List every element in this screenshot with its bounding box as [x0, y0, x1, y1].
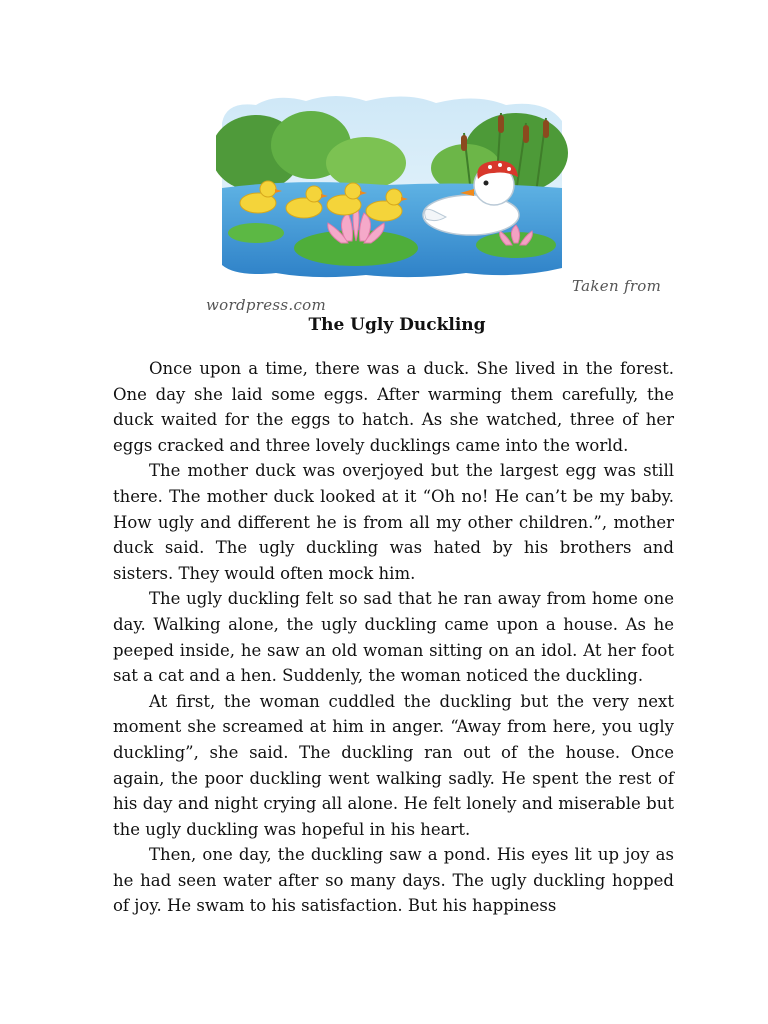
story-title: The Ugly Duckling — [308, 315, 486, 335]
story-paragraph: At first, the woman cuddled the duckling but the very next moment she screamed at him in anger. “Away from here, you ugly duckling”, she said. The duckling ran out of the house. Once again, the poor duckling went walking sadly. He spent the rest of his day and night crying all alone. He felt lonely and miserable but the ugly duckling was hopeful in his heart. — [113, 691, 674, 839]
story-paragraph: Once upon a time, there was a duck. She lived in the forest. One day she laid some eggs. After warming them carefully, the duck waited for the eggs to hatch. As she watched, three of her eggs cracked and three lovely ducklings came into the world. — [113, 359, 674, 455]
image-source-caption: Taken from — [572, 277, 662, 295]
story-paragraph: Then, one day, the duckling saw a pond. His eyes lit up joy as he had seen water after so many days. The ugly duckling hopped of joy. He swam to his satisfaction. But his happiness — [113, 845, 674, 916]
story-paragraph: The mother duck was overjoyed but the largest egg was still there. The mother duck looked at it “Oh no! He can’t be my baby. How ugly and different he is from all my other children.”, mother duck said. The ugly duckling was hated by his brothers and sisters. They would often mock him. — [113, 461, 674, 583]
pond-ducks-illustration — [216, 93, 568, 280]
image-source-link: wordpress.com — [206, 296, 327, 314]
story-body — [113, 356, 674, 919]
story-paragraph: The ugly duckling felt so sad that he ran away from home one day. Walking alone, the ugly duckling came upon a house. As he peeped inside, he saw an old woman sitting on an idol. At her foot sat a cat and a hen. Suddenly, the woman noticed the duckling. — [113, 589, 674, 686]
